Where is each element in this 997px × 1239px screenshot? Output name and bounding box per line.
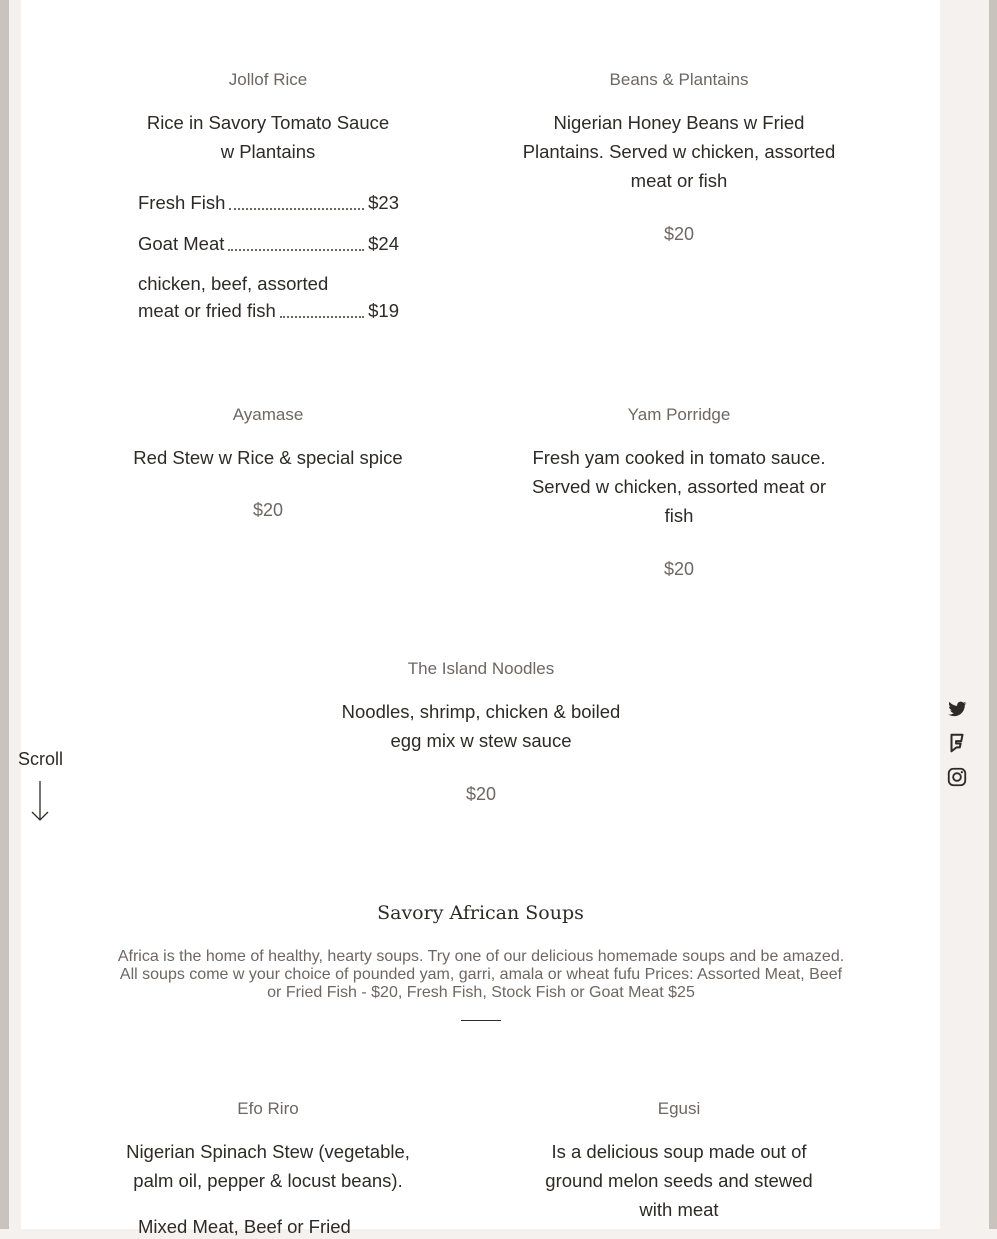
menu-item-ayamase [128, 404, 408, 521]
left-frame [0, 0, 9, 1229]
section-description: Africa is the home of healthy, hearty soups. Try one of our delicious homemade soups and be amazed. All soups come w your choice of pounded yam, garri, amala or wheat fufu Prices: Assorted Meat, Beef or Fried Fish - $20, Fresh Fish, Stock Fish or Goat Meat $25 [117, 948, 845, 1001]
right-frame [989, 0, 997, 1229]
leader-dots [280, 315, 364, 318]
menu-item-yam-porridge [530, 404, 828, 580]
arrow-down-icon[interactable] [30, 781, 50, 823]
twitter-icon[interactable] [946, 698, 968, 720]
price-row [138, 190, 399, 214]
item-description: Is a delicious soup made out of ground melon seeds and stewed with meat [545, 1141, 813, 1220]
price-row [138, 231, 399, 255]
item-description: Red Stew w Rice & special spice [133, 447, 403, 468]
item-price: $20 [663, 559, 695, 579]
item-title: Ayamase [232, 405, 304, 424]
menu-item-efo-riro [118, 1098, 418, 1195]
menu-item-island-noodles [331, 658, 631, 805]
price-label: meat or fried fish [138, 300, 276, 321]
menu-item-jollof [128, 69, 408, 166]
item-description: Nigerian Spinach Stew (vegetable, palm oil, pepper & locust beans). [126, 1141, 410, 1191]
item-description: Rice in Savory Tomato Sauce w Plantains [146, 112, 390, 162]
scroll-label[interactable]: Scroll [18, 749, 64, 769]
item-title: Jollof Rice [228, 70, 308, 89]
menu-item-egusi [538, 1098, 820, 1224]
price-label: Fresh Fish [138, 192, 226, 213]
item-title: The Island Noodles [407, 659, 555, 678]
item-title: Efo Riro [237, 1099, 299, 1118]
item-title: Yam Porridge [627, 405, 731, 424]
price-label: Goat Meat [138, 233, 225, 254]
item-description: Nigerian Honey Beans w Fried Plantains. Served w chicken, assorted meat or fish [522, 112, 836, 191]
item-description: Fresh yam cooked in tomato sauce. Served w chicken, assorted meat or fish [531, 447, 827, 526]
menu-item-beans [520, 69, 838, 245]
item-price: $20 [465, 784, 497, 804]
item-title: Beans & Plantains [609, 70, 749, 89]
price-row [138, 296, 399, 322]
item-description: Noodles, shrimp, chicken & boiled egg mix w stew sauce [341, 701, 621, 751]
leader-dots [229, 207, 364, 210]
right-margin [940, 0, 989, 1229]
jollof-price-list [138, 190, 399, 322]
combo-line: chicken, beef, assorted [138, 273, 329, 294]
price-value: $24 [368, 233, 399, 254]
section-divider [461, 1020, 501, 1021]
left-margin [9, 0, 21, 1229]
foursquare-icon[interactable] [946, 732, 968, 754]
item-title: Egusi [657, 1099, 701, 1118]
section-title: Savory African Soups [377, 902, 584, 924]
price-value: $23 [368, 192, 399, 213]
leader-dots [228, 248, 364, 251]
item-price: $20 [663, 224, 695, 244]
efo-riro-option: Mixed Meat, Beef or Fried [138, 1216, 351, 1237]
item-price: $20 [252, 500, 284, 520]
price-value: $19 [368, 300, 399, 321]
instagram-icon[interactable] [946, 766, 968, 788]
